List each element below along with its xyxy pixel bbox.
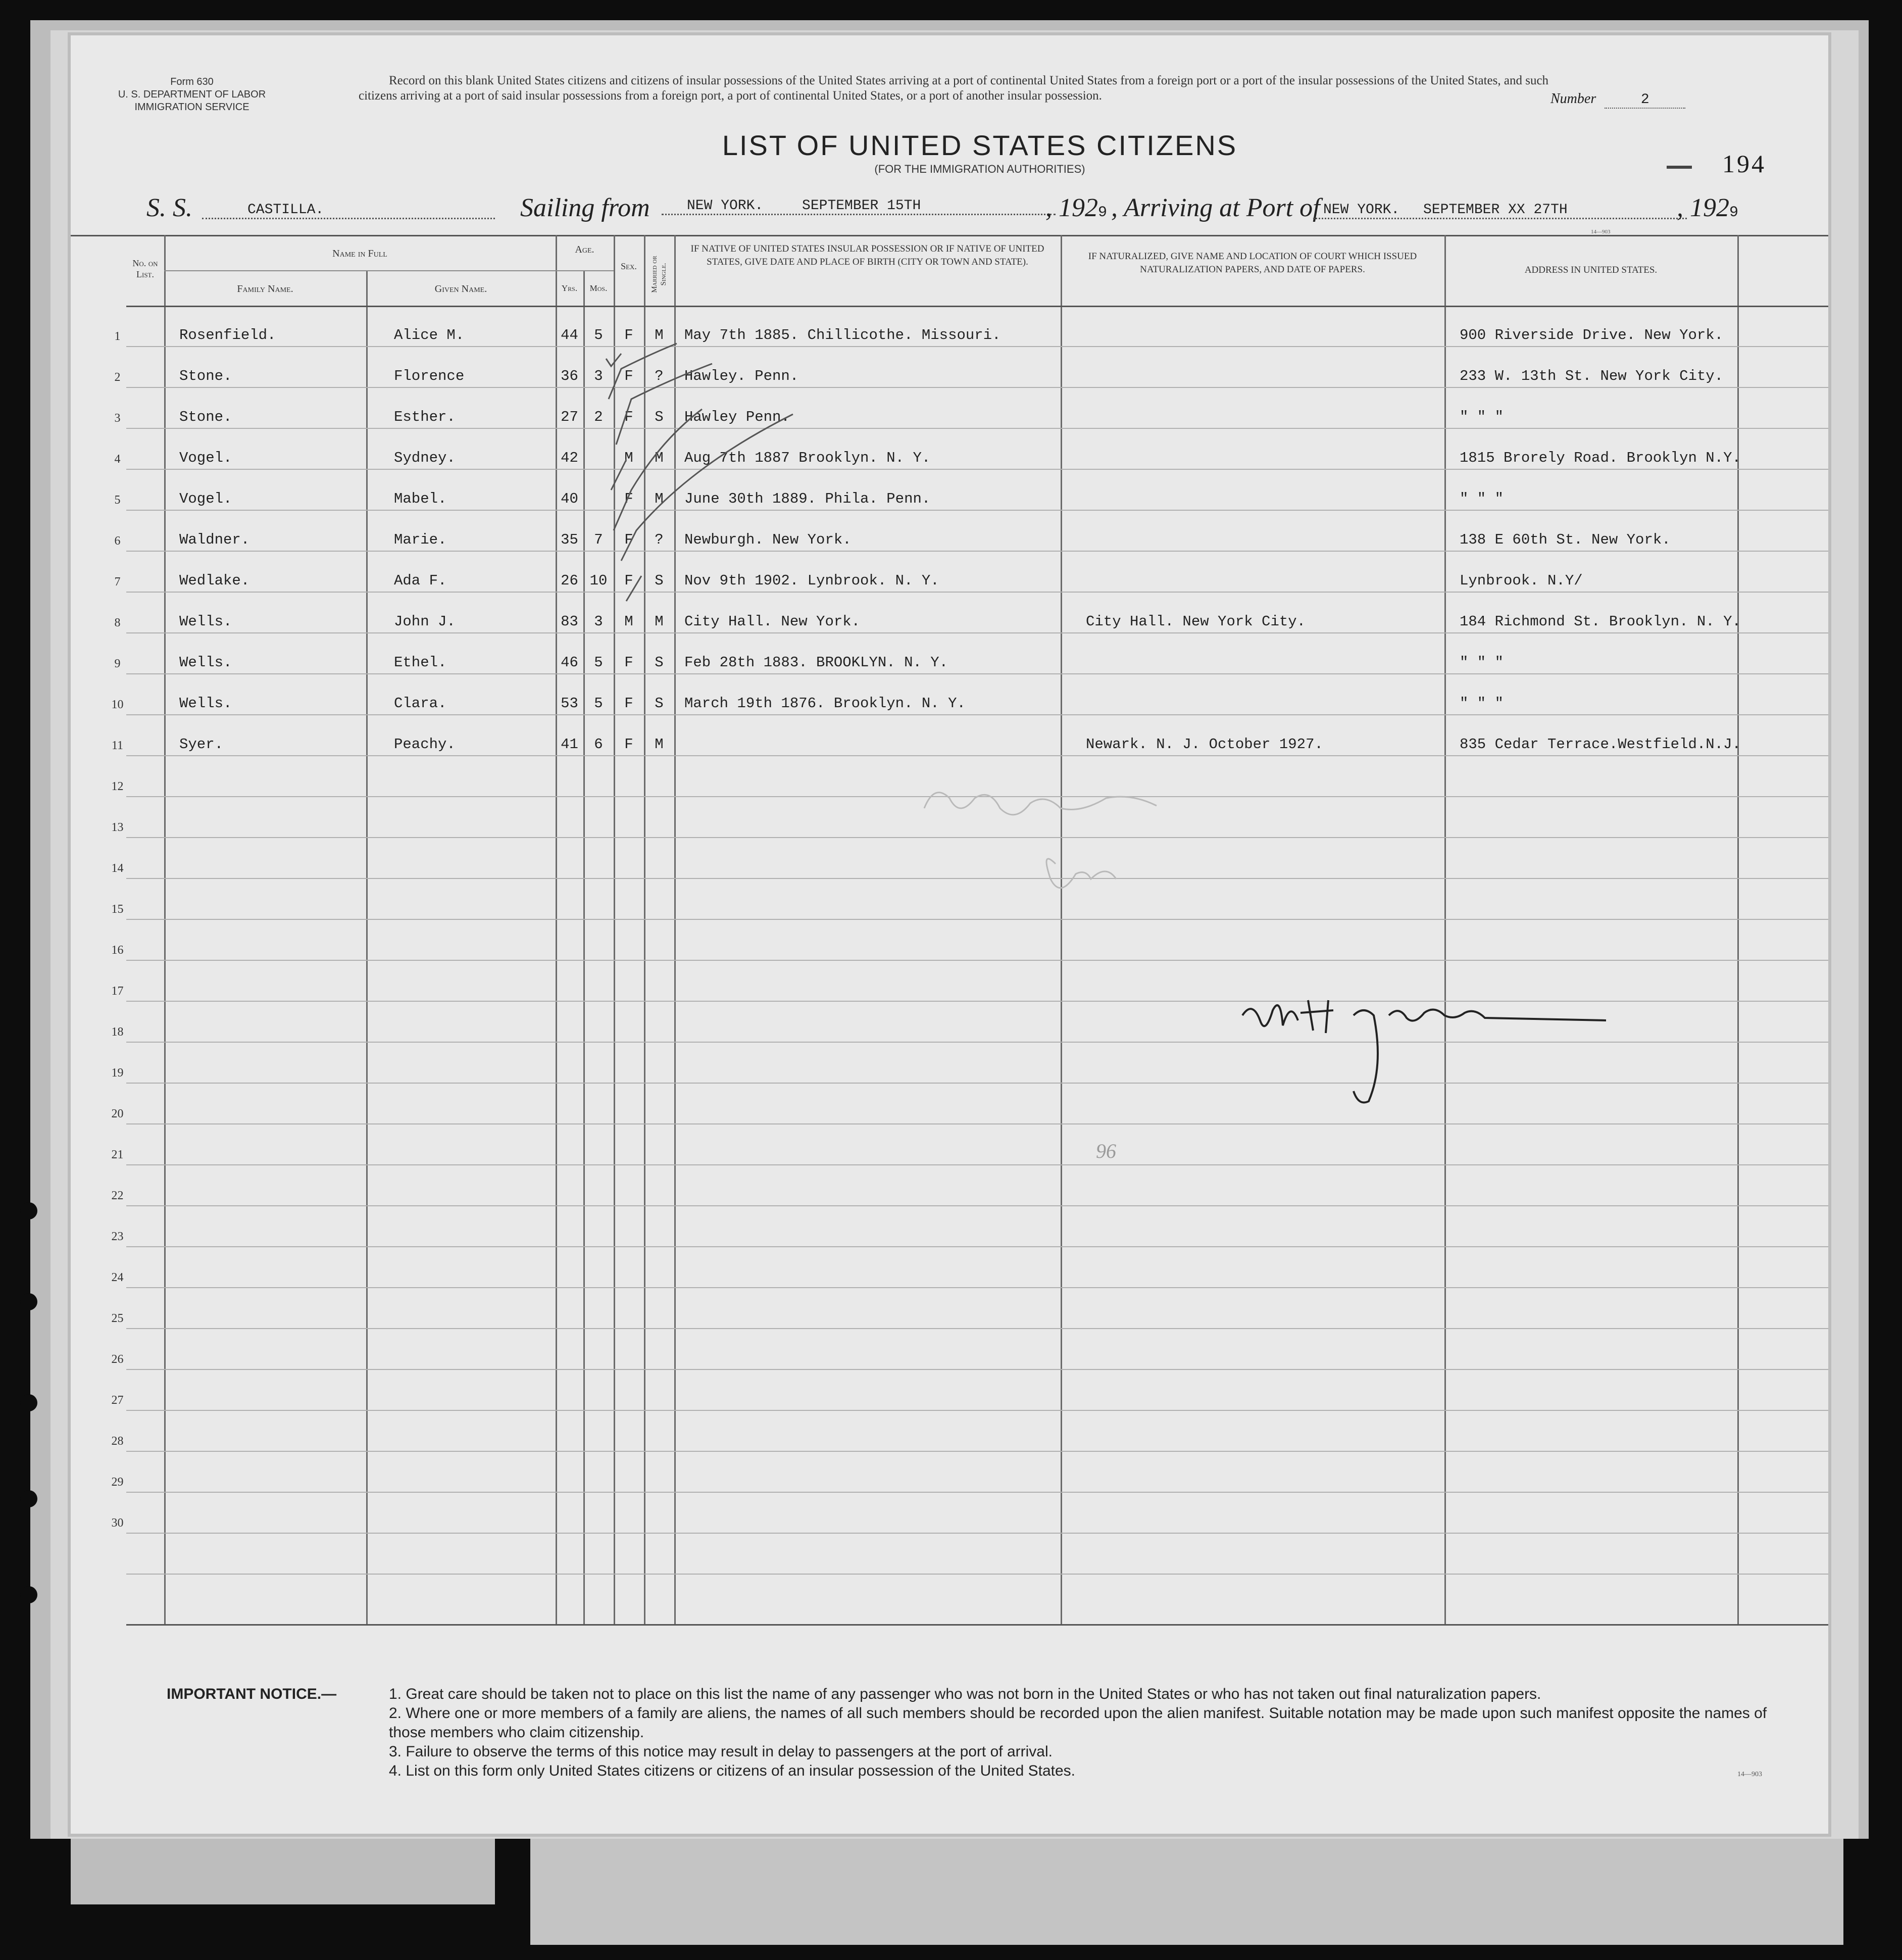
row-number: 22 <box>111 1189 124 1202</box>
birth-cell: Newburgh. New York. <box>684 531 852 548</box>
address-cell: " " " <box>1460 654 1504 671</box>
row-rule <box>126 1533 1828 1534</box>
age-months-cell: 7 <box>594 531 603 548</box>
row-number: 19 <box>111 1066 124 1080</box>
col-header-mos: Mos. <box>589 283 608 293</box>
row-rule <box>126 551 1828 552</box>
notice-item: 3. Failure to observe the terms of this notice may result in delay to passengers at the port of arrival. <box>389 1743 1053 1760</box>
row-rule <box>126 469 1828 470</box>
age-years-cell: 35 <box>561 531 578 548</box>
age-years-cell: 40 <box>561 491 578 507</box>
form-number: Form 630 <box>170 76 214 87</box>
given-name-cell: Clara. <box>394 695 447 712</box>
footer-mark: 14—903 <box>1737 1771 1762 1778</box>
col-header-given-name: Given Name. <box>434 283 487 295</box>
row-rule <box>126 1328 1828 1329</box>
row-rule <box>126 632 1828 633</box>
sailing-port: NEW YORK. <box>687 198 764 214</box>
number-label: Number <box>1550 91 1596 107</box>
given-name-cell: Peachy. <box>394 736 456 753</box>
pencil-scribble <box>914 778 1197 909</box>
sex-cell: F <box>624 531 633 548</box>
age-months-cell: 5 <box>594 695 603 712</box>
col-header-naturalized: IF NATURALIZED, GIVE NAME AND LOCATION OF COURT WHICH ISSUED NATURALIZATION PAPERS, AND DATE OF PAPERS. <box>1088 251 1417 275</box>
row-number: 14 <box>111 862 124 875</box>
birth-cell: Aug 7th 1887 Brooklyn. N. Y. <box>684 450 931 466</box>
age-years-cell: 83 <box>561 613 578 630</box>
family-name-cell: Wedlake. <box>179 572 250 589</box>
notice-items <box>389 1685 1798 1781</box>
row-number: 26 <box>111 1353 124 1366</box>
arrival-port: NEW YORK. <box>1323 202 1400 218</box>
notice-item: 1. Great care should be taken not to place on this list the name of any passenger who was not born in the United States or who has not taken out final naturalization papers. <box>389 1686 1541 1702</box>
dash-mark <box>1667 166 1692 169</box>
page-subtitle: (FOR THE IMMIGRATION AUTHORITIES) <box>874 163 1085 175</box>
sailing-year <box>1045 193 1107 223</box>
age-years-cell: 27 <box>561 409 578 425</box>
given-name-cell: Florence <box>394 368 465 384</box>
column-rule <box>164 235 166 1624</box>
marital-cell: M <box>655 327 664 344</box>
given-name-cell: Ada F. <box>394 572 447 589</box>
sex-cell: M <box>624 613 633 630</box>
arrival-year-digit: 9 <box>1729 204 1739 221</box>
arrival-port-date <box>1313 202 1687 219</box>
row-number: 28 <box>111 1435 124 1448</box>
row-rule <box>126 1369 1828 1370</box>
marital-cell: M <box>655 491 664 507</box>
number-field <box>1550 91 1763 109</box>
important-notice <box>167 1685 1798 1781</box>
row-rule <box>126 592 1828 593</box>
printer-mark: 14—903 <box>1591 229 1611 235</box>
sex-cell: F <box>624 327 633 344</box>
number-value: 2 <box>1605 92 1685 109</box>
row-number: 20 <box>111 1107 124 1120</box>
marital-cell: ? <box>655 368 664 384</box>
row-rule <box>126 1492 1828 1493</box>
age-months-cell: 3 <box>594 613 603 630</box>
signature-mark <box>1232 985 1616 1111</box>
address-cell: 1815 Brorely Road. Brooklyn N.Y. <box>1460 450 1741 466</box>
row-number: 12 <box>111 780 124 793</box>
sex-cell: F <box>624 368 633 384</box>
notice-heading: IMPORTANT NOTICE.— <box>167 1686 337 1702</box>
row-number: 18 <box>111 1025 124 1039</box>
sailing-date: SEPTEMBER 15TH <box>802 198 921 214</box>
sex-cell: F <box>624 572 633 589</box>
sailing-label: Sailing from <box>520 193 650 222</box>
sailing-year-digit: 9 <box>1098 204 1108 221</box>
marital-cell: S <box>655 654 664 671</box>
marital-cell: S <box>655 695 664 712</box>
col-header-address: ADDRESS IN UNITED STATES. <box>1524 265 1658 275</box>
binder-hole <box>20 1394 37 1411</box>
page-stamp: 194 <box>1722 150 1766 178</box>
sex-cell: F <box>624 491 633 507</box>
birth-cell: March 19th 1876. Brooklyn. N. Y. <box>684 695 966 712</box>
sex-cell: F <box>624 695 633 712</box>
given-name-cell: Mabel. <box>394 491 447 507</box>
row-rule <box>126 1574 1828 1575</box>
sex-cell: F <box>624 736 633 753</box>
given-name-cell: Esther. <box>394 409 456 425</box>
birth-cell: May 7th 1885. Chillicothe. Missouri. <box>684 327 1001 344</box>
marital-cell: M <box>655 613 664 630</box>
marital-cell: M <box>655 736 664 753</box>
given-name-cell: Marie. <box>394 531 447 548</box>
family-name-cell: Wells. <box>179 654 232 671</box>
family-name-cell: Stone. <box>179 409 232 425</box>
family-name-cell: Waldner. <box>179 531 250 548</box>
col-header-name-in-full: Name in Full <box>332 248 387 259</box>
age-years-cell: 26 <box>561 572 578 589</box>
col-header-birth: IF NATIVE OF UNITED STATES INSULAR POSSESSION OR IF NATIVE OF UNITED STATES, GIVE DATE AND PLACE OF BIRTH (CITY OR TOWN AND STATE). <box>690 243 1044 267</box>
row-number: 30 <box>111 1516 124 1530</box>
given-name-cell: John J. <box>394 613 456 630</box>
row-rule <box>126 673 1828 674</box>
row-number: 11 <box>111 739 124 752</box>
col-header-sex: Sex. <box>621 261 637 271</box>
col-header-no: No. on List. <box>132 258 158 279</box>
row-number: 23 <box>111 1230 124 1243</box>
address-cell: 835 Cedar Terrace.Westfield.N.J. <box>1460 736 1741 753</box>
age-months-cell: 6 <box>594 736 603 753</box>
given-name-cell: Alice M. <box>394 327 465 344</box>
binder-hole <box>20 1293 37 1310</box>
form-instructions: Record on this blank United States citizens and citizens of insular possessions of the United States arriving at a port of continental United States from a foreign port or a port of the insular possessions of the United States, and such citizens arriving at a port of said insular possessions from a foreign port, a port of continental United States, or a port of another insular possession. <box>359 74 1549 103</box>
row-rule <box>126 1451 1828 1452</box>
department-name: U. S. DEPARTMENT OF LABOR <box>118 89 266 100</box>
naturalization-cell: Newark. N. J. October 1927. <box>1086 736 1323 753</box>
column-rule <box>366 270 368 1624</box>
row-number: 2 <box>114 371 121 384</box>
ship-name: CASTILLA. <box>202 202 495 219</box>
family-name-cell: Stone. <box>179 368 232 384</box>
row-number: 16 <box>111 944 124 957</box>
address-cell: " " " <box>1460 491 1504 507</box>
arriving-label: , Arriving at Port of <box>1111 193 1320 222</box>
torn-paper-edge <box>530 1839 1843 1945</box>
address-cell: " " " <box>1460 409 1504 425</box>
age-months-cell: 5 <box>594 327 603 344</box>
row-number: 13 <box>111 821 124 834</box>
torn-paper-edge <box>71 1839 495 1904</box>
given-name-cell: Sydney. <box>394 450 456 466</box>
sailing-year-prefix: , 192 <box>1045 193 1098 222</box>
table-top-rule <box>71 235 1828 236</box>
row-number: 6 <box>114 534 121 548</box>
col-header-marital: Married or Single. <box>650 256 668 293</box>
row-number: 3 <box>114 412 121 425</box>
binder-hole <box>20 1490 37 1507</box>
service-name: IMMIGRATION SERVICE <box>134 102 249 113</box>
column-rule <box>1444 235 1446 1624</box>
row-number: 29 <box>111 1476 124 1489</box>
sex-cell: F <box>624 409 633 425</box>
address-cell: 233 W. 13th St. New York City. <box>1460 368 1724 384</box>
sex-cell: M <box>624 450 633 466</box>
row-number: 1 <box>114 330 121 343</box>
arrival-year <box>1677 193 1738 223</box>
row-rule <box>126 755 1828 756</box>
age-years-cell: 53 <box>561 695 578 712</box>
marital-cell: M <box>655 450 664 466</box>
naturalization-cell: City Hall. New York City. <box>1086 613 1306 630</box>
birth-cell: Nov 9th 1902. Lynbrook. N. Y. <box>684 572 939 589</box>
family-name-cell: Syer. <box>179 736 224 753</box>
row-number: 17 <box>111 985 124 998</box>
birth-cell: Hawley. Penn. <box>684 368 799 384</box>
page-title: LIST OF UNITED STATES CITIZENS <box>722 129 1238 161</box>
column-rule <box>1061 235 1062 1624</box>
arrival-year-prefix: , 192 <box>1677 193 1729 222</box>
row-number: 4 <box>114 453 121 466</box>
row-rule <box>126 1410 1828 1411</box>
col-header-age: Age. <box>575 244 594 255</box>
age-months-cell: 2 <box>594 409 603 425</box>
row-rule <box>126 1205 1828 1206</box>
row-number: 5 <box>114 494 121 507</box>
address-cell: " " " <box>1460 695 1504 712</box>
age-months-cell: 5 <box>594 654 603 671</box>
column-rule <box>556 235 557 1624</box>
ss-label: S. S. <box>146 193 192 222</box>
row-rule <box>126 510 1828 511</box>
sex-cell: F <box>624 654 633 671</box>
row-rule <box>126 919 1828 920</box>
row-number: 9 <box>114 657 121 670</box>
age-years-cell: 41 <box>561 736 578 753</box>
age-years-cell: 46 <box>561 654 578 671</box>
age-months-cell: 3 <box>594 368 603 384</box>
marital-cell: S <box>655 409 664 425</box>
check-marks <box>591 338 803 631</box>
row-number: 15 <box>111 903 124 916</box>
marital-cell: S <box>655 572 664 589</box>
row-rule <box>126 387 1828 388</box>
sailing-port-date <box>662 198 1056 215</box>
column-rule <box>583 270 585 1624</box>
birth-cell: June 30th 1889. Phila. Penn. <box>684 491 931 507</box>
header-split-rule <box>164 270 614 271</box>
row-number: 10 <box>111 698 124 711</box>
age-years-cell: 44 <box>561 327 578 344</box>
column-rule <box>1737 235 1739 1624</box>
row-number: 7 <box>114 575 121 589</box>
arrival-date: SEPTEMBER XX 27TH <box>1423 202 1568 218</box>
address-cell: 184 Richmond St. Brooklyn. N. Y. <box>1460 613 1741 630</box>
binder-hole <box>20 1202 37 1219</box>
address-cell: 900 Riverside Drive. New York. <box>1460 327 1724 344</box>
form-header-left <box>101 76 283 114</box>
notice-item: 4. List on this form only United States citizens or citizens of an insular possession of the United States. <box>389 1762 1076 1779</box>
row-number: 8 <box>114 616 121 629</box>
notice-item: 2. Where one or more members of a family are aliens, the names of all such members should be recorded upon the alien manifest. Suitable notation may be made upon such manifest opposite the names of those members who claim citizenship. <box>389 1705 1767 1741</box>
col-header-yrs: Yrs. <box>561 283 578 293</box>
row-number: 24 <box>111 1271 124 1284</box>
binder-hole <box>20 1586 37 1603</box>
address-cell: 138 E 60th St. New York. <box>1460 531 1671 548</box>
family-name-cell: Wells. <box>179 613 232 630</box>
address-cell: Lynbrook. N.Y/ <box>1460 572 1583 589</box>
row-rule <box>126 960 1828 961</box>
marital-cell: ? <box>655 531 664 548</box>
birth-cell: City Hall. New York. <box>684 613 861 630</box>
family-name-cell: Wells. <box>179 695 232 712</box>
manifest-page <box>71 35 1828 1834</box>
row-number: 27 <box>111 1394 124 1407</box>
col-header-family-name: Family Name. <box>237 283 293 295</box>
row-rule <box>126 1164 1828 1165</box>
family-name-cell: Vogel. <box>179 450 232 466</box>
table-bottom-rule <box>126 1624 1828 1626</box>
birth-cell: Feb 28th 1883. BROOKLYN. N. Y. <box>684 654 948 671</box>
row-rule <box>126 1287 1828 1288</box>
row-number: 21 <box>111 1148 124 1161</box>
age-years-cell: 36 <box>561 368 578 384</box>
row-number: 25 <box>111 1312 124 1325</box>
row-rule <box>126 1123 1828 1124</box>
header-bottom-rule <box>126 306 1828 307</box>
birth-cell: Hawley Penn. <box>684 409 790 425</box>
row-rule <box>126 1246 1828 1247</box>
family-name-cell: Vogel. <box>179 491 232 507</box>
age-years-cell: 42 <box>561 450 578 466</box>
row-rule <box>126 346 1828 347</box>
row-rule <box>126 428 1828 429</box>
age-months-cell: 10 <box>589 572 608 589</box>
row-rule <box>126 714 1828 715</box>
given-name-cell: Ethel. <box>394 654 447 671</box>
pencil-number: 96 <box>1096 1140 1116 1162</box>
family-name-cell: Rosenfield. <box>179 327 276 344</box>
